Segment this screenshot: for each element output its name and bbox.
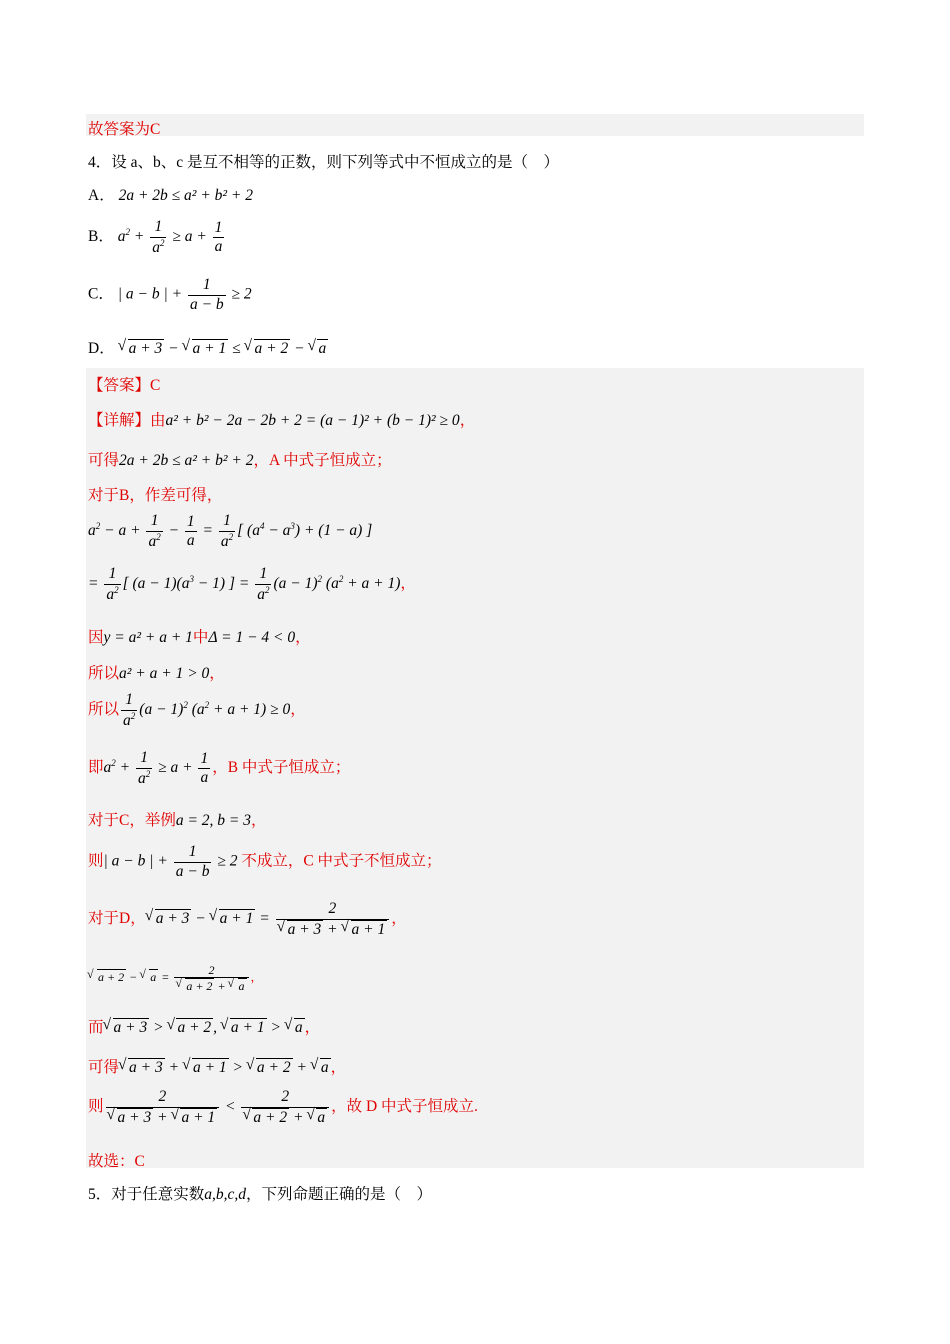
detail-line-7: 所以a² + a + 1 > 0， (88, 665, 225, 682)
answer-line: 【答案】C (88, 377, 161, 394)
detail-line-6: 因y = a² + a + 1中Δ = 1 − 4 < 0， (88, 629, 311, 646)
q5-stem: 5．对于任意实数a,b,c,d，下列命题正确的是（ ） (88, 1186, 433, 1203)
q4-stem: 4．设 a、b、c 是互不相等的正数，则下列等式中不恒成立的是（ ） (88, 154, 560, 171)
detail-line-1: 【详解】由a² + b² − 2a − 2b + 2 = (a − 1)² + (b − 1)² ≥ 0， (88, 412, 476, 429)
detail-line-11: 则| a − b | + $\frac{1}{a - b}$ ≥ 2 不成立，C 中式子不恒成立； (88, 843, 442, 880)
detail-line-14: 而√ a + 3 > √ a + 2 , √ a + 1 > √ a ， (88, 1015, 320, 1037)
option-label: D． (88, 340, 115, 357)
detail-line-8: 所以 $\frac{1}{a^2}$ $(a - 1)^2$ $(a^2 + a + 1) \ge 0$， (88, 691, 306, 729)
detail-line-5: = $\frac{1}{a^2}$ [ $(a - 1)(a^3 - 1)$ ] = $\frac{1}{a^2}$ $(a - 1)^2$ $(a^2 + a + 1)$， (88, 565, 416, 603)
detail-line-2: 可得2a + 2b ≤ a² + b² + 2，A 中式子恒成立； (88, 452, 392, 469)
detail-line-13: √ a + 2 − √ a = 2 √ a + 2 + √ a ， (88, 963, 263, 994)
q4-option-a (88, 183, 253, 205)
option-label: B． (88, 228, 114, 246)
detail-line-16: 则 2 √ a + 3 + √ a + 1 < 2 √ a + 2 + √ a ，故 D 中式子恒成立. (88, 1088, 478, 1127)
detail-line-12: 对于D，√ a + 3 − √ a + 1 = 2 √ a + 3 + √ a + 1 ， (88, 900, 407, 939)
detail-line-4: $a^2 - a$ + $\frac{1}{a^2}$ − $\frac{1}{a}$ = $\frac{1}{a^2}$ [ $(a^4 - a^3) + (1 - a)$ ] (88, 512, 373, 550)
prev-answer-block (86, 114, 864, 136)
detail-line-15: 可得√ a + 3 + √ a + 1 > √ a + 2 + √ a ， (88, 1055, 346, 1077)
detail-line-3: 对于B，作差可得， (88, 487, 223, 504)
detail-line-9: 即$a^2$ + $\frac{1}{a^2}$ ≥ a + $\frac{1}{a}$ ，B 中式子恒成立； (88, 749, 351, 787)
detail-final: 故选：C (88, 1153, 145, 1170)
option-math: 2a + 2b ≤ a² + b² + 2 (118, 187, 254, 204)
prev-answer: 故答案为C (88, 121, 161, 138)
option-label: A． (88, 187, 115, 204)
detail-line-10: 对于C，举例a = 2, b = 3， (88, 812, 267, 829)
q4-option-b: B． $a^2$ + $\frac{1}{a^2}$ ≥ a + $\frac{1}{a}$ (88, 218, 223, 256)
q4-option-c: C． | a − b | + $\frac{1}{a - b}$ ≥ 2 (88, 276, 252, 313)
q4-option-d: D． √ a + 3 − √ a + 1 ≤ √ a + 2 − √ a (88, 336, 328, 358)
option-label: C． (88, 285, 114, 303)
